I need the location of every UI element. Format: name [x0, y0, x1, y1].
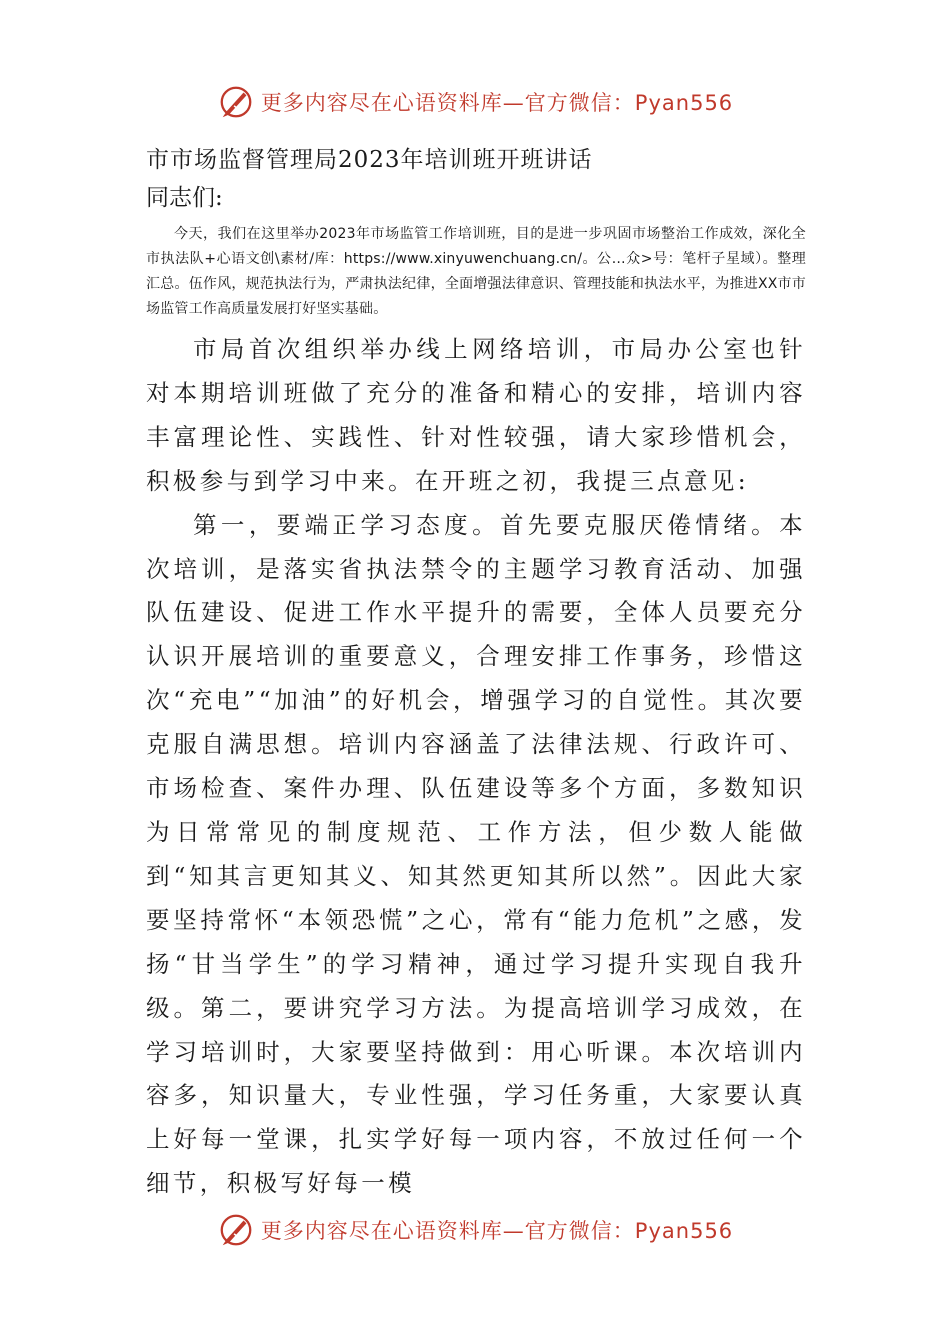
footer-banner	[0, 1206, 950, 1254]
banner-text: 更多内容尽在心语资料库—官方微信：Pyan556	[260, 1219, 734, 1243]
pen-logo-icon	[217, 83, 255, 121]
body-paragraph-2: 第一，要端正学习态度。首先要克服厌倦情绪。本次培训，是落实省执法禁令的主题学习教育活动、加强队伍建设、促进工作水平提升的需要，全体人员要充分认识开展培训的重要意义，合理安排工作事务，珍惜这次“充电”“加油”的好机会，增强学习的自觉性。其次要克服自满思想。培训内容涵盖了法律法规、行政许可、市场检查、案件办理、队伍建设等多个方面，多数知识为日常常见的制度规范、工作方法，但少数人能做到“知其言更知其义、知其然更知其所以然”。因此大家要坚持常怀“本领恐慌”之心，常有“能力危机”之感，发扬“甘当学生”的学习精神，通过学习提升实现自我升级。第二，要讲究学习方法。为提高培训学习成效，在学习培训时，大家要坚持做到：用心听课。本次培训内容多，知识量大，专业性强，学习任务重，大家要认真上好每一堂课，扎实学好每一项内容，不放过任何一个细节，积极写好每一模	[146, 510, 806, 1198]
page-title: 市市场监督管理局2023年培训班开班讲话	[146, 147, 593, 173]
document-body	[146, 140, 806, 1206]
pen-logo-icon	[217, 1211, 255, 1249]
body-paragraph-1: 市局首次组织举办线上网络培训，市局办公室也针对本期培训班做了充分的准备和精心的安排，培训内容丰富理论性、实践性、针对性较强，请大家珍惜机会，积极参与到学习中来。在开班之初，我提三点意见:	[146, 335, 806, 495]
header-banner	[0, 78, 950, 126]
banner-text: 更多内容尽在心语资料库—官方微信：Pyan556	[260, 91, 734, 115]
intro-paragraph: 今天，我们在这里举办2023年市场监管工作培训班，目的是进一步巩固市场整治工作成效，深化全市执法队+心语文创\素材/库：https://www.xinyuwenchuang.cn/。公…众>号：笔杆子星域）。整理汇总。伍作风，规范执法行为，严肃执法纪律，全面增强法律意识、管理技能和执法水平，为推进XX市市场监管工作高质量发展打好坚实基础。	[146, 226, 806, 317]
greeting: 同志们:	[146, 185, 223, 211]
